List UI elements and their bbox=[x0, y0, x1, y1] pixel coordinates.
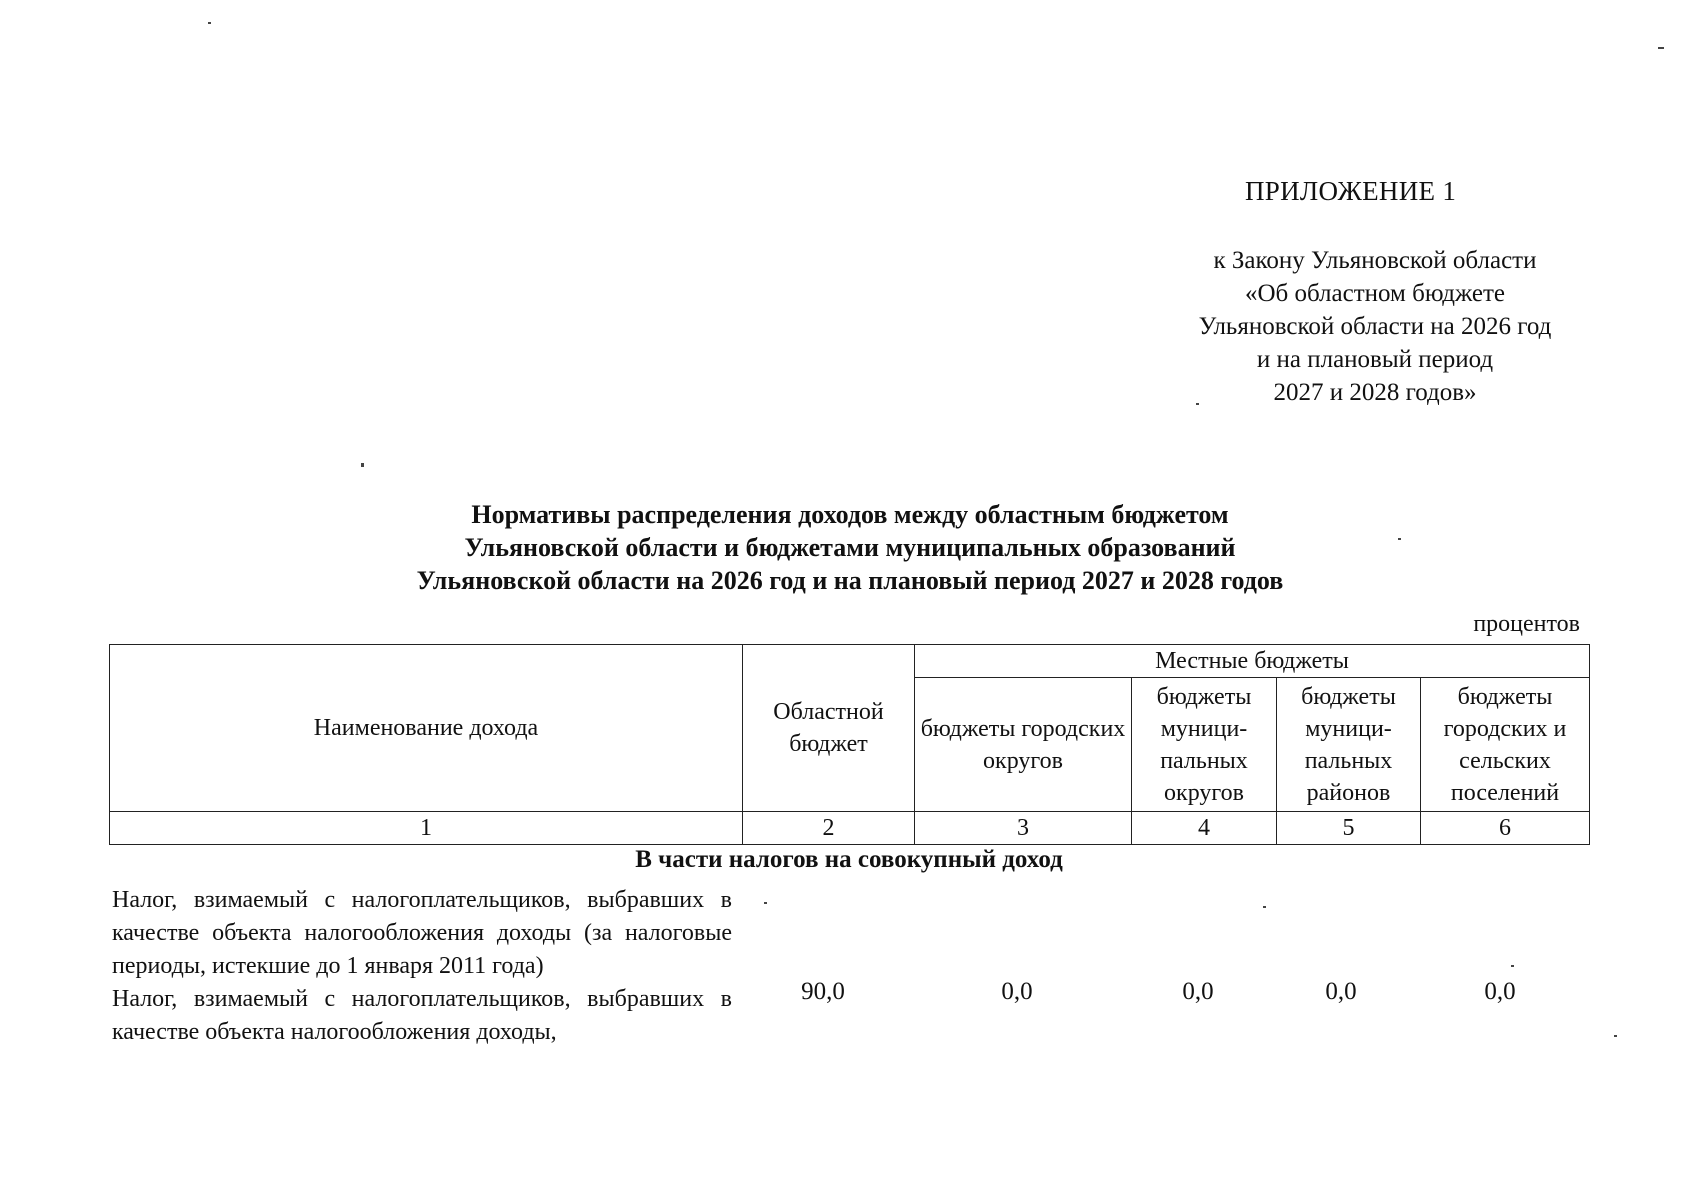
value-settlements: 0,0 bbox=[1484, 978, 1516, 1005]
header-local-budgets: Местные бюджеты bbox=[915, 645, 1590, 678]
units-label: процентов bbox=[1473, 611, 1580, 637]
scan-speck bbox=[1263, 906, 1266, 908]
income-name: Налог, взимаемый с налогоплательщиков, выбравших в качестве объекта налогообложения доходы (за налоговые периоды, истекшие до 1 января 2011 года) bbox=[112, 887, 732, 979]
law-reference-line: 2027 и 2028 годов» bbox=[1273, 379, 1477, 406]
income-rows bbox=[112, 884, 732, 1049]
scan-speck bbox=[1196, 403, 1199, 405]
scan-speck bbox=[1614, 1035, 1617, 1037]
scan-speck bbox=[1398, 538, 1401, 540]
document-title-line: Нормативы распределения доходов между областным бюджетом bbox=[471, 500, 1229, 529]
column-number: 5 bbox=[1277, 812, 1421, 845]
scan-speck bbox=[361, 463, 364, 467]
document-title bbox=[150, 498, 1550, 597]
header-regional-budget: Областной бюджет bbox=[743, 645, 915, 812]
document-title-line: Ульяновской области на 2026 год и на плановый период 2027 и 2028 годов bbox=[416, 566, 1284, 595]
law-reference-line: и на плановый период bbox=[1256, 346, 1494, 373]
section-title: В части налогов на совокупный доход bbox=[635, 846, 1063, 873]
document-title-line: Ульяновской области и бюджетами муниципальных образований bbox=[464, 533, 1236, 562]
column-number: 4 bbox=[1132, 812, 1277, 845]
value-municipal-okrugs: 0,0 bbox=[1182, 978, 1214, 1005]
law-reference-line: к Закону Ульяновской области bbox=[1213, 247, 1537, 274]
column-number: 1 bbox=[110, 812, 743, 845]
scan-speck bbox=[208, 22, 211, 24]
appendix-title: ПРИЛОЖЕНИЕ 1 bbox=[1245, 176, 1457, 206]
scan-speck bbox=[1511, 965, 1514, 967]
law-reference bbox=[1140, 244, 1610, 409]
header-municipal-raions: бюджеты муници-пальных районов bbox=[1277, 678, 1421, 812]
header-municipal-okrugs: бюджеты муници-пальных округов bbox=[1132, 678, 1277, 812]
value-regional-budget: 90,0 bbox=[801, 978, 845, 1005]
header-settlements: бюджеты городских и сельских поселений bbox=[1421, 678, 1590, 812]
column-number: 3 bbox=[915, 812, 1132, 845]
column-number: 6 bbox=[1421, 812, 1590, 845]
law-reference-line: Ульяновской области на 2026 год bbox=[1198, 313, 1552, 340]
scan-speck bbox=[1658, 47, 1664, 49]
scan-speck bbox=[764, 902, 767, 904]
value-municipal-raions: 0,0 bbox=[1325, 978, 1357, 1005]
column-number: 2 bbox=[743, 812, 915, 845]
value-city-districts: 0,0 bbox=[1001, 978, 1033, 1005]
income-name: Налог, взимаемый с налогоплательщиков, выбравших в качестве объекта налогообложения доходы, bbox=[112, 986, 732, 1045]
header-income-name: Наименование дохода bbox=[110, 645, 743, 812]
law-reference-line: «Об областном бюджете bbox=[1244, 280, 1506, 307]
header-city-districts: бюджеты городских округов bbox=[915, 678, 1132, 812]
distribution-table-header bbox=[109, 644, 1590, 845]
